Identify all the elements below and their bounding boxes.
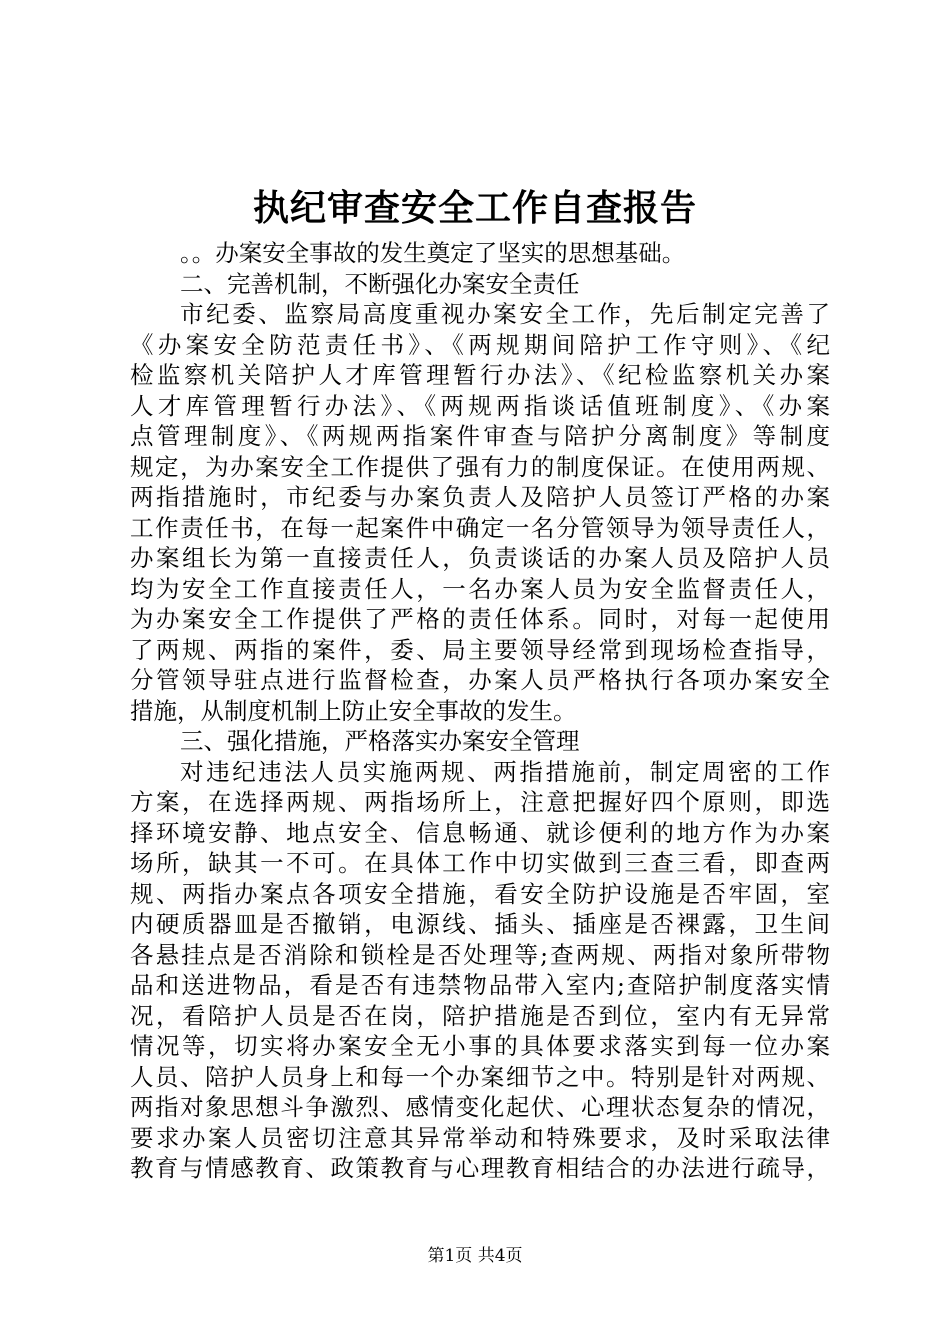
body-line: 规定，为办案安全工作提供了强有力的制度保证。在使用两规、: [130, 452, 830, 481]
body-line: 况，看陪护人员是否在岗，陪护措施是否到位，室内有无异常: [130, 1001, 830, 1030]
body-line: 办案组长为第一直接责任人，负责谈话的办案人员及陪护人员: [130, 544, 830, 572]
body-line: 方案，在选择两规、两指场所上，注意把握好四个原则，即选: [130, 788, 830, 816]
body-line: 点管理制度》、《两规两指案件审查与陪护分离制度》等制度: [130, 422, 830, 450]
body-line: 情况等，切实将办案安全无小事的具体要求落实到每一位办案: [130, 1032, 830, 1060]
body-line: 内硬质器皿是否撤销，电源线、插头、插座是否裸露，卫生间: [130, 910, 830, 938]
body-line: 分管领导驻点进行监督检查，办案人员严格执行各项办案安全: [130, 666, 830, 694]
body-line: 人员、陪护人员身上和每一个办案细节之中。特别是针对两规、: [130, 1062, 830, 1091]
body-line: 两指措施时，市纪委与办案负责人及陪护人员签订严格的办案: [130, 483, 830, 511]
document-title: 执纪审查安全工作自查报告: [252, 187, 697, 229]
body-line: 了两规、两指的案件，委、局主要领导经常到现场检查指导，: [130, 635, 830, 664]
body-line: 人才库管理暂行办法》、《两规两指谈话值班制度》、《办案: [130, 391, 830, 420]
body-line: 均为安全工作直接责任人，一名办案人员为安全监督责任人，: [130, 574, 830, 603]
body-line: 择环境安静、地点安全、信息畅通、就诊便利的地方作为办案: [130, 818, 830, 847]
body-line: 品和送进物品，看是否有违禁物品带入室内;查陪护制度落实情: [130, 971, 830, 999]
body-line: 对违纪违法人员实施两规、两指措施前，制定周密的工作: [180, 757, 830, 786]
body-line: 。。办案安全事故的发生奠定了坚实的思想基础。: [180, 239, 686, 267]
body-line: 二、完善机制，不断强化办案安全责任: [180, 269, 580, 298]
body-line: 场所，缺其一不可。在具体工作中切实做到三查三看，即查两: [130, 849, 830, 877]
document-body: [130, 238, 830, 1184]
body-line: 两指对象思想斗争激烈、感情变化起伏、心理状态复杂的情况，: [130, 1093, 830, 1121]
body-line: 三、强化措施，严格落实办案安全管理: [180, 727, 580, 755]
body-line: 要求办案人员密切注意其异常举动和特殊要求，及时采取法律: [130, 1123, 830, 1152]
body-line: 为办案安全工作提供了严格的责任体系。同时，对每一起使用: [130, 605, 830, 633]
body-line: 规、两指办案点各项安全措施，看安全防护设施是否牢固，室: [130, 879, 830, 908]
body-line: 各悬挂点是否消除和锁栓是否处理等;查两规、两指对象所带物: [130, 940, 830, 969]
page-footer: 第1页 共4页: [427, 1246, 523, 1266]
body-line: 工作责任书，在每一起案件中确定一名分管领导为领导责任人，: [130, 513, 830, 542]
body-line: 《办案安全防范责任书》、《两规期间陪护工作守则》、《纪: [130, 330, 830, 359]
body-line: 教育与情感教育、政策教育与心理教育相结合的办法进行疏导，: [130, 1154, 830, 1182]
body-line: 检监察机关陪护人才库管理暂行办法》、《纪检监察机关办案: [130, 361, 830, 389]
body-line: 市纪委、监察局高度重视办案安全工作，先后制定完善了: [180, 300, 830, 328]
body-line: 措施，从制度机制上防止安全事故的发生。: [130, 696, 577, 725]
